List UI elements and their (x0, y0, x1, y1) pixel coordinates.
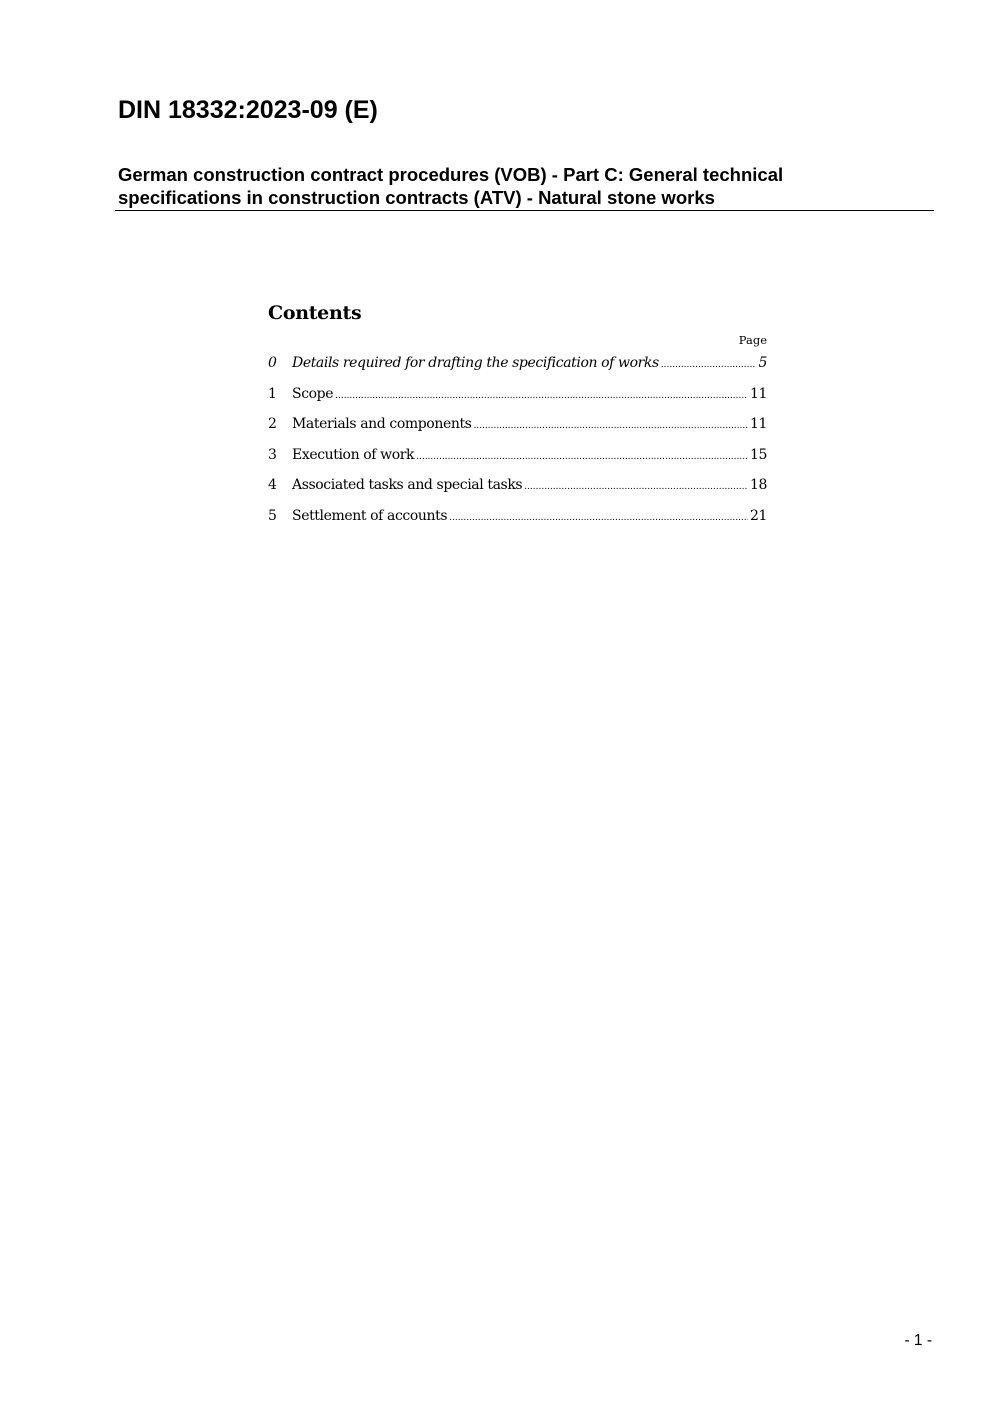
toc-entry-label: Scope (292, 385, 334, 402)
toc-dot-leader (661, 360, 757, 370)
toc-entry-0[interactable] (268, 355, 767, 386)
title-rule (115, 210, 934, 211)
toc-entry-page: 11 (749, 385, 767, 402)
toc-heading: Contents (268, 302, 362, 324)
document-id: DIN 18332:2023-09 (E) (118, 96, 378, 124)
document-title-line-2: specifications in construction contracts (ATV) - Natural stone works (118, 187, 715, 208)
toc-entry-page: 5 (758, 355, 767, 371)
toc-entry-page: 18 (749, 477, 767, 493)
toc-entry-number: 5 (268, 507, 277, 524)
toc-list (268, 355, 767, 538)
toc-entry-3[interactable] (268, 447, 767, 478)
toc-entry-page: 21 (749, 507, 767, 524)
toc-entry-label: Settlement of accounts (292, 507, 448, 524)
toc-entry-number: 1 (268, 385, 277, 402)
toc-page-label: Page (738, 333, 767, 347)
table-of-contents (268, 298, 767, 538)
toc-entry-page: 11 (749, 416, 767, 432)
toc-entry-number: 0 (268, 355, 277, 371)
toc-entry-2[interactable] (268, 416, 767, 447)
toc-dot-leader (524, 482, 748, 492)
document-title-line-1: German construction contract procedures (VOB) - Part C: General technical (118, 164, 784, 185)
toc-entry-number: 2 (268, 416, 277, 432)
page-number: - 1 - (904, 1332, 932, 1349)
toc-entry-5[interactable] (268, 508, 767, 539)
toc-entry-number: 3 (268, 446, 277, 463)
toc-entry-label: Details required for drafting the specification of works (292, 355, 659, 371)
toc-dot-leader (416, 452, 748, 462)
toc-entry-1[interactable] (268, 386, 767, 417)
toc-entry-4[interactable] (268, 477, 767, 508)
toc-entry-label: Execution of work (292, 446, 415, 463)
toc-entry-number: 4 (268, 477, 277, 493)
toc-dot-leader (473, 421, 748, 431)
toc-dot-leader (449, 513, 748, 523)
toc-dot-leader (335, 391, 748, 401)
toc-entry-label: Materials and components (292, 416, 472, 432)
toc-entry-page: 15 (749, 446, 767, 463)
document-title (118, 163, 783, 209)
toc-entry-label: Associated tasks and special tasks (292, 477, 523, 493)
